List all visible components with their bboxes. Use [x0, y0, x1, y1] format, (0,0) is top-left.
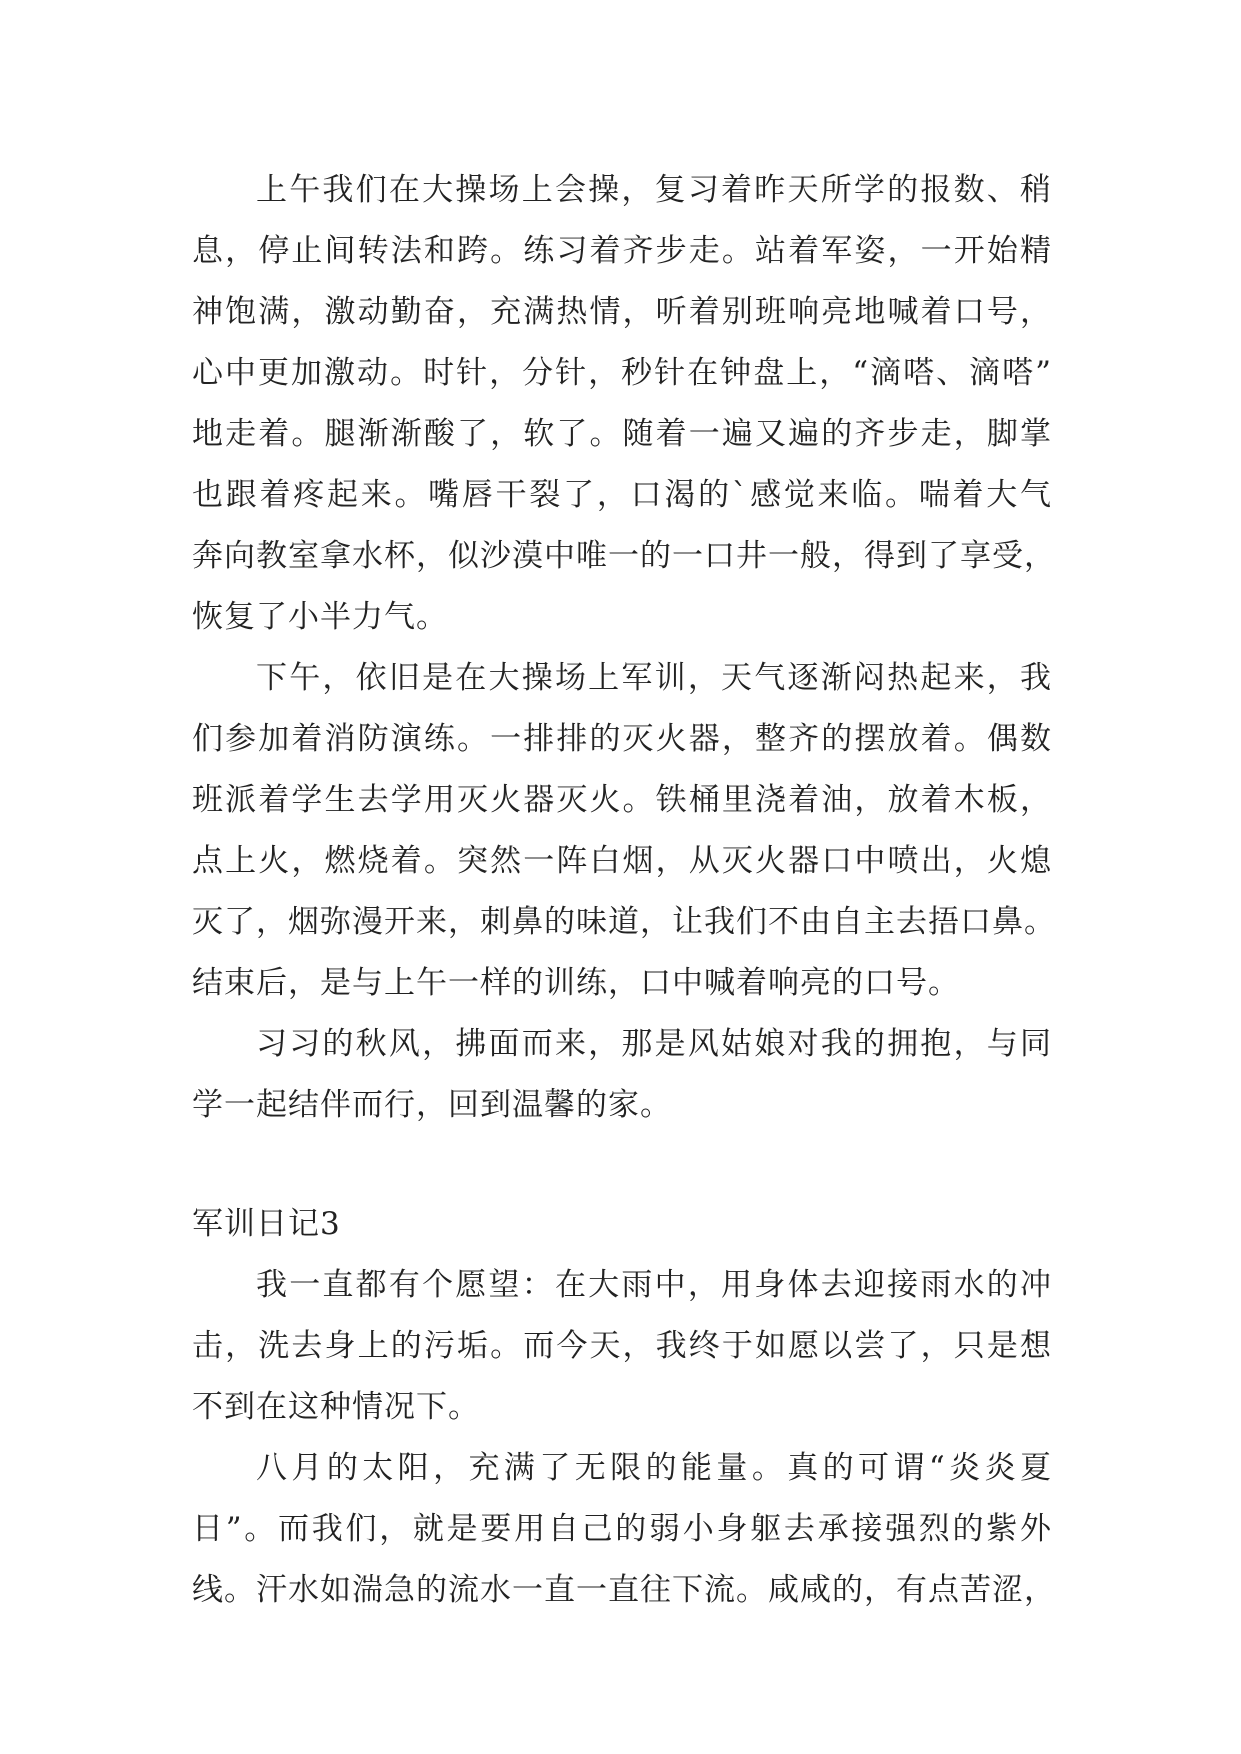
text-line: 神饱满，激动勤奋，充满热情，听着别班响亮地喊着口号，: [192, 294, 1052, 330]
text-line: 息，停止间转法和跨。练习着齐步走。站着军姿，一开始精: [192, 233, 1052, 269]
section-heading: 军训日记3: [192, 1206, 341, 1242]
paragraph: [192, 160, 1056, 648]
text-line: 下午，依旧是在大操场上军训，天气逐渐闷热起来，我: [256, 660, 1052, 696]
text-line: 日”。而我们，就是要用自己的弱小身躯去承接强烈的紫外: [192, 1511, 1052, 1547]
text-line: 不到在这种情况下。: [192, 1389, 480, 1425]
paragraph: [192, 1255, 1052, 1438]
text-line: 点上火，燃烧着。突然一阵白烟，从灭火器口中喷出，火熄: [192, 843, 1052, 879]
text-line: 八月的太阳，充满了无限的能量。真的可谓“炎炎夏: [256, 1450, 1052, 1486]
text-line: 学一起结伴而行，回到温馨的家。: [192, 1087, 672, 1123]
text-line: 班派着学生去学用灭火器灭火。铁桶里浇着油，放着木板，: [192, 782, 1052, 818]
text-line: 上午我们在大操场上会操，复习着昨天所学的报数、稍: [256, 172, 1052, 208]
text-line: 灭了，烟弥漫开来，刺鼻的味道，让我们不由自主去捂口鼻。: [192, 904, 1056, 940]
text-line: 心中更加激动。时针，分针，秒针在钟盘上，“滴嗒、滴嗒”: [192, 355, 1052, 391]
section-gap: [192, 1136, 1052, 1194]
text-line: 恢复了小半力气。: [192, 599, 448, 635]
text-line: 击，洗去身上的污垢。而今天，我终于如愿以尝了，只是想: [192, 1328, 1052, 1364]
text-line: 线。汗水如湍急的流水一直一直往下流。咸咸的，有点苦涩，: [192, 1572, 1056, 1608]
document-page: [192, 160, 1056, 1621]
text-line: 我一直都有个愿望：在大雨中，用身体去迎接雨水的冲: [256, 1267, 1052, 1303]
text-line: 奔向教室拿水杯，似沙漠中唯一的一口井一般，得到了享受，: [192, 538, 1056, 574]
text-line: 地走着。腿渐渐酸了，软了。随着一遍又遍的齐步走，脚掌: [192, 416, 1052, 452]
text-line: 习习的秋风，拂面而来，那是风姑娘对我的拥抱，与同: [256, 1026, 1052, 1062]
text-line: 们参加着消防演练。一排排的灭火器，整齐的摆放着。偶数: [192, 721, 1052, 757]
text-line: 也跟着疼起来。嘴唇干裂了，口渴的`感觉来临。喘着大气: [192, 477, 1052, 513]
paragraph: [192, 1014, 1052, 1136]
paragraph: [192, 648, 1056, 1014]
text-line: 结束后，是与上午一样的训练，口中喊着响亮的口号。: [192, 965, 960, 1001]
paragraph: [192, 1438, 1056, 1621]
